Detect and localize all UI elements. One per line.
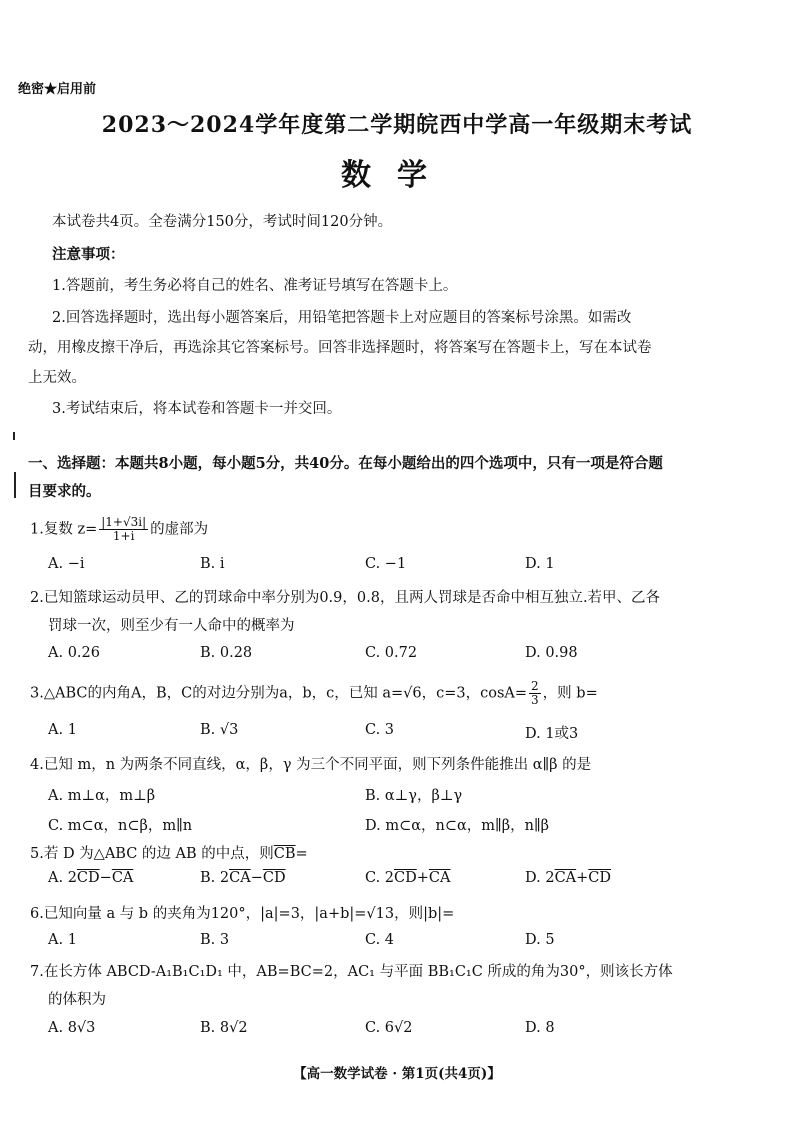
q4-option-d: D. m⊂α，n⊂α，m∥β，n∥β <box>365 818 550 834</box>
q5-stem-pre: 5.若 D 为△ABC 的边 AB 的中点，则 <box>30 846 274 862</box>
q4-option-c: C. m⊂α，n⊂β，m∥n <box>48 818 193 834</box>
q1-option-c: C. −1 <box>365 556 407 572</box>
q3-option-b: B. √3 <box>200 722 239 738</box>
q5-d-operator: + <box>576 870 589 886</box>
q1-numerator: |1+√3i| <box>101 515 147 529</box>
q4-option-a: A. m⊥α，m⊥β <box>48 788 156 804</box>
margin-bar <box>14 472 16 498</box>
margin-mark <box>13 432 15 440</box>
q6-option-b: B. 3 <box>200 932 230 948</box>
q2-option-a: A. 0.26 <box>48 645 100 661</box>
q3-stem-pre: 3.△ABC的内角A，B，C的对边分别为a，b，c，已知 a=√6，c=3，cosA= <box>30 685 528 702</box>
q2-option-c: C. 0.72 <box>365 645 418 661</box>
q5-c-vector-2: $\overline{CA}$ <box>428 870 451 886</box>
question-7-cont: 的体积为 <box>48 992 106 1008</box>
q2-option-d: D. 0.98 <box>525 645 578 661</box>
q1-option-b: B. i <box>200 556 225 572</box>
q7-option-d: D. 8 <box>525 1020 555 1036</box>
q2-option-b: B. 0.28 <box>200 645 253 661</box>
notice-item-2-line3: 上无效。 <box>28 370 86 386</box>
q1-fraction <box>99 516 148 543</box>
q5-d-prefix: D. 2 <box>525 870 555 886</box>
q3-option-c: C. 3 <box>365 722 395 738</box>
q3-numerator: 2 <box>531 679 539 693</box>
page-footer: 【高一数学试卷 · 第1页(共4页)】 <box>293 1066 501 1082</box>
q5-a-operator: − <box>99 870 112 886</box>
section1-heading: 一、选择题：本题共8小题，每小题5分，共40分。在每小题给出的四个选项中，只有一项是符合题 <box>28 455 663 472</box>
question-2-cont: 罚球一次，则至少有一人命中的概率为 <box>48 618 295 634</box>
q1-stem-post: 的虚部为 <box>150 521 209 538</box>
q5-a-vector-2: $\overline{CA}$ <box>111 870 134 886</box>
q5-stem-vector: $\overline{CB}$ <box>273 846 296 862</box>
subject-heading: 数学 <box>341 158 453 193</box>
question-6: 6.已知向量 a 与 b 的夹角为120°，|a|=3，|a+b|=√13，则|b|= <box>30 906 455 922</box>
q5-option-a <box>48 870 133 886</box>
exam-intro: 本试卷共4页。全卷满分150分，考试时间120分钟。 <box>52 214 393 230</box>
q5-c-operator: + <box>416 870 429 886</box>
confidential-label: 绝密★启用前 <box>18 82 97 97</box>
q4-option-b: B. α⊥γ，β⊥γ <box>365 788 463 804</box>
q7-option-b: B. 8√2 <box>200 1020 248 1036</box>
q5-b-vector-1: $\overline{CA}$ <box>229 870 251 886</box>
q3-option-a: A. 1 <box>48 722 77 738</box>
notice-item-2-line2: 动，用橡皮擦干净后，再选涂其它答案标号。回答非选择题时，将答案写在答题卡上，写在本试卷 <box>28 340 652 356</box>
notice-item-1: 1.答题前，考生务必将自己的姓名、准考证号填写在答题卡上。 <box>52 278 458 294</box>
q5-b-prefix: B. 2 <box>200 870 230 886</box>
q3-fraction <box>529 680 541 707</box>
q5-b-operator: − <box>250 870 263 886</box>
q6-option-a: A. 1 <box>48 932 77 948</box>
section1-heading-cont: 目要求的。 <box>28 483 101 500</box>
notice-item-2-line1: 2.回答选择题时，选出每小题答案后，用铅笔把答题卡上对应题目的答案标号涂黑。如需改 <box>52 310 632 326</box>
q3-denominator: 3 <box>531 693 539 707</box>
q5-d-vector-2: $\overline{CD}$ <box>588 870 612 886</box>
q6-option-d: D. 5 <box>525 932 555 948</box>
q5-option-b <box>200 870 286 886</box>
q5-option-c <box>365 870 451 886</box>
q6-option-c: C. 4 <box>365 932 395 948</box>
question-2: 2.已知篮球运动员甲、乙的罚球命中率分别为0.9，0.8，且两人罚球是否命中相互独立.若甲、乙各 <box>30 590 661 606</box>
q5-a-prefix: A. 2 <box>48 870 77 886</box>
q5-option-d <box>525 870 611 886</box>
exam-title: 2023～2024学年度第二学期皖西中学高一年级期末考试 <box>101 112 693 138</box>
q5-c-vector-1: $\overline{CD}$ <box>394 870 417 886</box>
q5-a-vector-1: $\overline{CD}$ <box>76 870 100 886</box>
q1-denominator: 1+i <box>112 529 135 543</box>
question-3 <box>30 680 598 707</box>
q1-stem-pre: 1.复数 z= <box>30 521 98 538</box>
notice-heading: 注意事项： <box>52 246 125 263</box>
q7-option-c: C. 6√2 <box>365 1020 413 1036</box>
q5-c-prefix: C. 2 <box>365 870 395 886</box>
q7-option-a: A. 8√3 <box>48 1020 96 1036</box>
question-1 <box>30 516 208 543</box>
q1-option-a: A. −i <box>48 556 85 572</box>
notice-item-3: 3.考试结束后，将本试卷和答题卡一并交回。 <box>52 401 342 417</box>
q3-stem-post: ，则 b= <box>542 685 598 702</box>
q5-stem-post: = <box>295 846 308 862</box>
q5-d-vector-1: $\overline{CA}$ <box>554 870 577 886</box>
question-4: 4.已知 m，n 为两条不同直线，α，β，γ 为三个不同平面，则下列条件能推出 α∥β 的是 <box>30 757 592 773</box>
q1-option-d: D. 1 <box>525 556 555 572</box>
question-7: 7.在长方体 ABCD-A₁B₁C₁D₁ 中，AB=BC=2，AC₁ 与平面 BB₁C₁C 所成的角为30°，则该长方体 <box>30 964 673 980</box>
question-5 <box>30 842 308 863</box>
q3-option-d: D. 1或3 <box>525 726 579 742</box>
q5-b-vector-2: $\overline{CD}$ <box>262 870 286 886</box>
